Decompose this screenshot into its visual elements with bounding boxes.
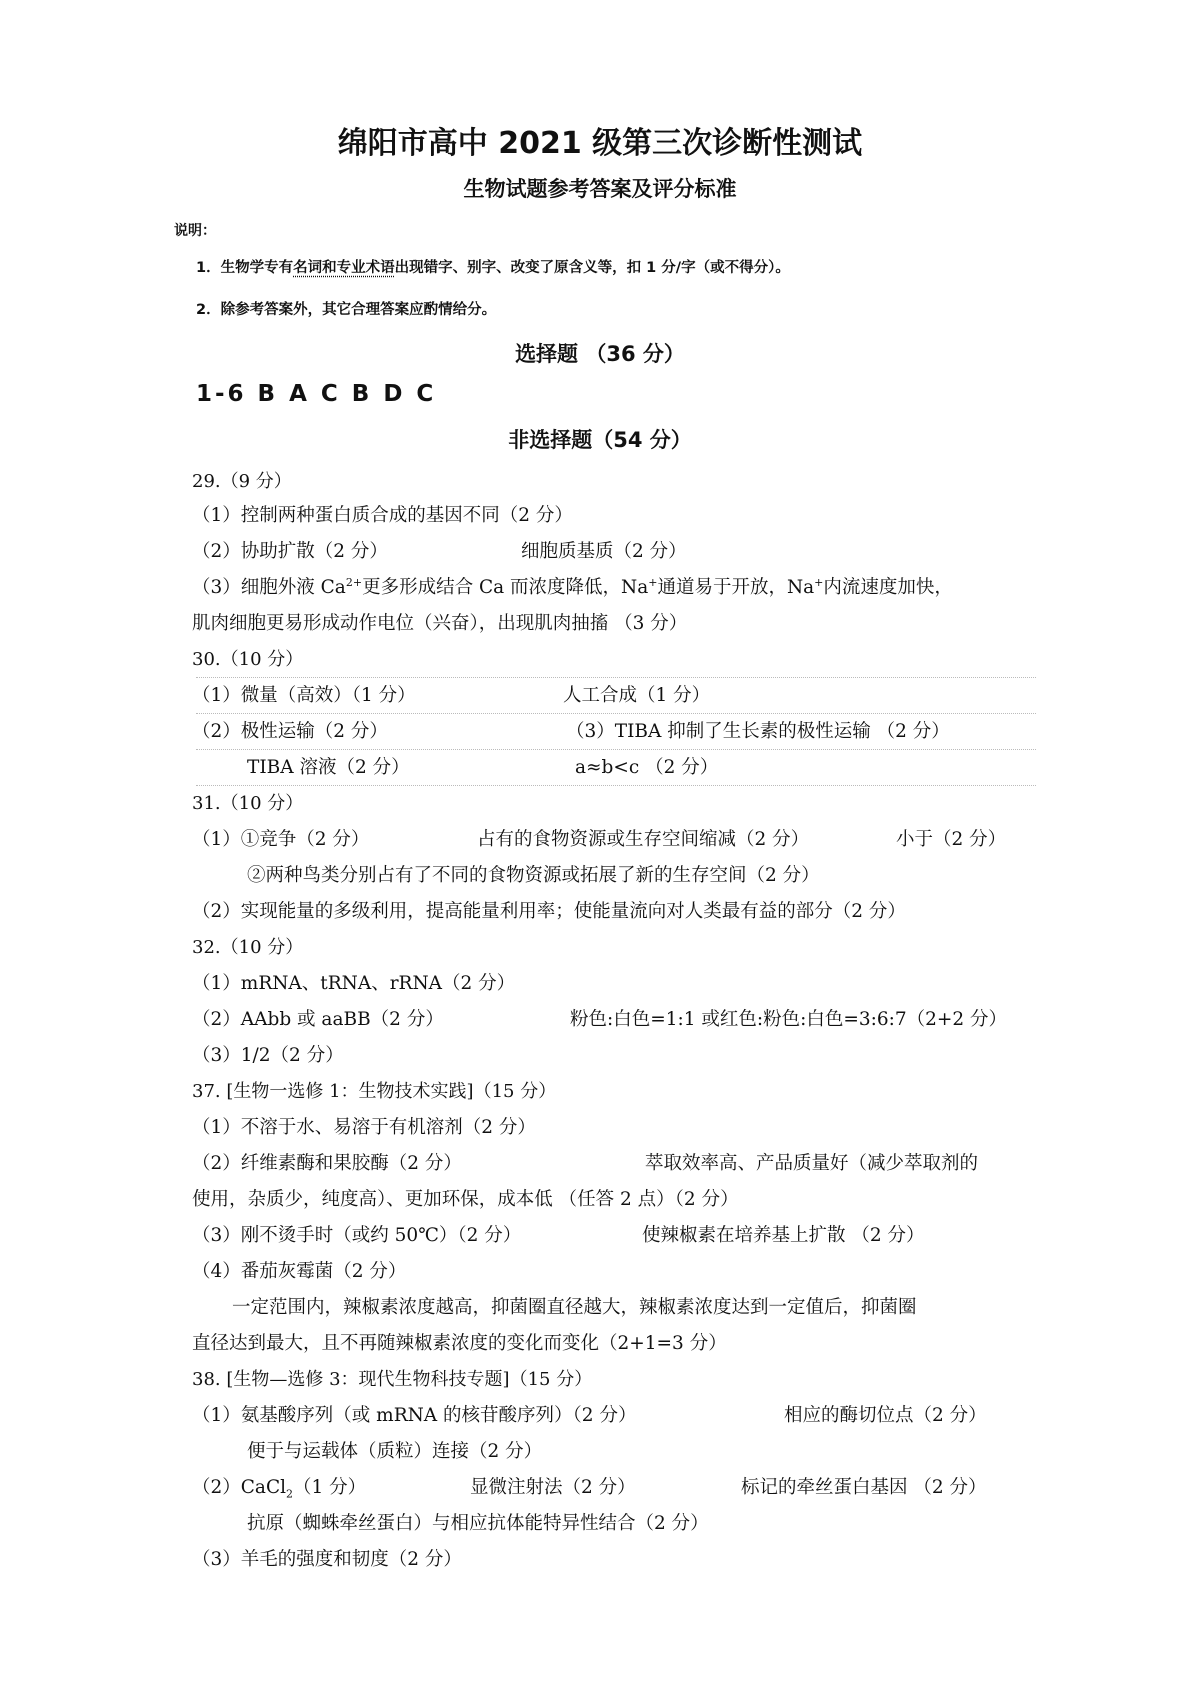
document-title: 绵阳市高中 2021 级第三次诊断性测试 [337, 126, 863, 161]
q29-answer-1: （1）控制两种蛋白质合成的基因不同（2 分） [192, 505, 573, 526]
q30-answer-3a: （3）TIBA 抑制了生长素的极性运输 （2 分） [566, 721, 950, 742]
q37-answer-2a: （2）纤维素酶和果胶酶（2 分） [192, 1153, 462, 1174]
q29-answer-2b: 细胞质基质（2 分） [521, 541, 687, 562]
q31-answer-2: （2）实现能量的多级利用，提高能量利用率；使能量流向对人类最有益的部分（2 分） [192, 901, 906, 922]
notes-label: 说明： [174, 223, 216, 239]
nonchoice-heading: 非选择题（54 分） [508, 428, 692, 452]
divider [196, 713, 1036, 714]
q32-heading: 32.（10 分） [192, 937, 304, 958]
note-2: 2．除参考答案外，其它合理答案应酌情给分。 [196, 302, 497, 318]
q32-answer-3: （3）1/2（2 分） [192, 1045, 344, 1066]
q30-answer-1a: （1）微量（高效）（1 分） [192, 685, 416, 706]
document-subtitle: 生物试题参考答案及评分标准 [463, 177, 737, 201]
q38-answer-2b: 显微注射法（2 分） [470, 1477, 636, 1498]
q29-heading: 29.（9 分） [192, 471, 292, 492]
q30-answer-1b: 人工合成（1 分） [563, 685, 711, 706]
q29-answer-2a: （2）协助扩散（2 分） [192, 541, 388, 562]
q38-answer-2d: 抗原（蜘蛛牵丝蛋白）与相应抗体能特异性结合（2 分） [247, 1513, 709, 1534]
q37-answer-4b: 一定范围内，辣椒素浓度越高，抑菌圈直径越大，辣椒素浓度达到一定值后，抑菌圈 [232, 1297, 917, 1318]
q38-heading: 38. [生物—选修 3：现代生物科技专题]（15 分） [192, 1369, 593, 1390]
note-1: 1．生物学专有名词和专业术语出现错字、别字、改变了原含义等，扣 1 分/字（或不得分）。 [196, 260, 790, 276]
q37-answer-3a: （3）刚不烫手时（或约 50℃）（2 分） [192, 1225, 522, 1246]
q29-answer-3: （3）细胞外液 $Ca^{2+}$更多形成结合 Ca 而浓度降低，Na+通道易于开放，Na+内流速度加快， [192, 575, 953, 598]
q31-answer-1d: ②两种鸟类分别占有了不同的食物资源或拓展了新的生存空间（2 分） [247, 865, 820, 886]
q30-answer-3b: TIBA 溶液（2 分） [247, 757, 410, 778]
q29-answer-3-cont: 肌肉细胞更易形成动作电位（兴奋），出现肌肉抽搐 （3 分） [192, 613, 688, 634]
choice-heading: 选择题 （36 分） [515, 342, 685, 366]
q31-answer-1b: 占有的食物资源或生存空间缩减（2 分） [477, 829, 810, 850]
q32-answer-2a: （2）AAbb 或 aaBB（2 分） [192, 1009, 444, 1030]
divider [196, 677, 1036, 678]
q37-heading: 37. [生物一选修 1：生物技术实践]（15 分） [192, 1081, 557, 1102]
divider [196, 749, 1036, 750]
q31-answer-1a: （1）①竞争（2 分） [192, 829, 370, 850]
q37-answer-1: （1）不溶于水、易溶于有机溶剂（2 分） [192, 1117, 536, 1138]
choice-answers: 1-6 B A C B D C [196, 381, 437, 407]
q31-answer-1c: 小于（2 分） [896, 829, 1007, 850]
q30-heading: 30.（10 分） [192, 649, 304, 670]
q38-answer-1b: 相应的酶切位点（2 分） [784, 1405, 987, 1426]
q37-answer-4c: 直径达到最大，且不再随辣椒素浓度的变化而变化（2+1=3 分） [192, 1333, 727, 1354]
q30-answer-3c: a≈b<c （2 分） [575, 757, 719, 778]
q32-answer-2b: 粉色:白色=1:1 或红色:粉色:白色=3:6:7（2+2 分） [570, 1009, 1008, 1030]
q38-answer-1c: 便于与运载体（质粒）连接（2 分） [247, 1441, 543, 1462]
q38-answer-2c: 标记的牵丝蛋白基因 （2 分） [741, 1477, 987, 1498]
q32-answer-1: （1）mRNA、tRNA、rRNA（2 分） [192, 973, 516, 994]
q37-answer-4: （4）番茄灰霉菌（2 分） [192, 1261, 407, 1282]
divider [196, 785, 1036, 786]
q31-heading: 31.（10 分） [192, 793, 304, 814]
q37-answer-2b: 萃取效率高、产品质量好（减少萃取剂的 [645, 1153, 979, 1174]
q30-answer-2a: （2）极性运输（2 分） [192, 721, 388, 742]
q38-answer-2a: （2）CaCl$_2$（1 分） [192, 1477, 367, 1501]
q38-answer-1a: （1）氨基酸序列（或 mRNA 的核苷酸序列）（2 分） [192, 1405, 637, 1426]
q37-answer-2c: 使用，杂质少，纯度高）、更加环保，成本低 （任答 2 点）（2 分） [192, 1189, 739, 1210]
q38-answer-3: （3）羊毛的强度和韧度（2 分） [192, 1549, 462, 1570]
q37-answer-3b: 使辣椒素在培养基上扩散 （2 分） [642, 1225, 925, 1246]
